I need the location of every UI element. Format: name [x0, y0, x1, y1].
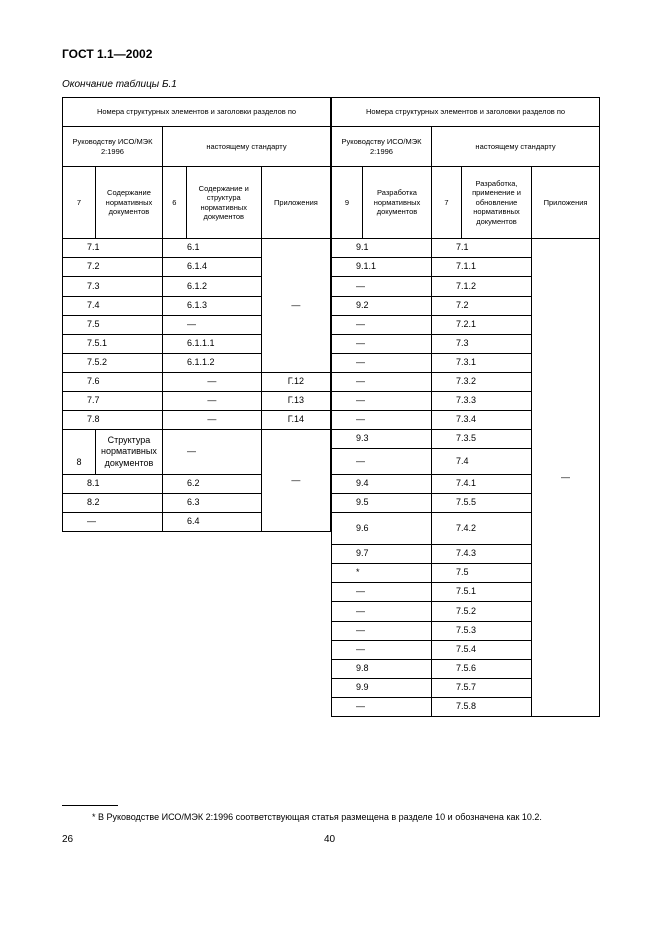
std-cell: 7.5.7: [432, 679, 532, 698]
std-cell: 7.3: [432, 335, 532, 354]
std-cell: —: [162, 316, 261, 335]
iso-cell: —: [332, 602, 432, 622]
iso-cell: 7.6: [63, 373, 163, 392]
page-number-left: 26: [62, 834, 74, 845]
appendix-cell: —: [532, 239, 600, 717]
std-cell: 7.3.2: [432, 373, 532, 392]
std-cell: 7.5.6: [432, 660, 532, 679]
iso-cell: —: [332, 641, 432, 660]
std-cell: —: [162, 392, 261, 411]
iso-cell: 7.2: [63, 258, 163, 277]
std-cell: —: [162, 430, 261, 475]
table-row: [63, 373, 331, 392]
iso-cell: —: [332, 622, 432, 641]
iso-num-cell: 8: [63, 430, 96, 475]
std-cell: 7.4.2: [432, 513, 532, 545]
iso-cell: 7.3: [63, 277, 163, 297]
left-table: [62, 97, 331, 532]
std-cell: 7.5.8: [432, 698, 532, 717]
right-header-iso: Руководству ИСО/МЭК 2:1996: [332, 127, 432, 167]
std-cell: 7.2.1: [432, 316, 532, 335]
std-cell: 7.5.4: [432, 641, 532, 660]
std-cell: 7.1.1: [432, 258, 532, 277]
iso-cell: —: [332, 583, 432, 602]
table-row: [63, 239, 331, 258]
left-header-main: Номера структурных элементов и заголовки разделов по: [63, 98, 331, 127]
right-header-standard: настоящему стандарту: [432, 127, 600, 167]
std-cell: 6.1.4: [162, 258, 261, 277]
table-caption: Окончание таблицы Б.1: [62, 79, 177, 90]
std-cell: 6.1.3: [162, 297, 261, 316]
std-cell: 7.3.5: [432, 430, 532, 449]
std-cell: 7.4.3: [432, 545, 532, 564]
iso-cell: 7.8: [63, 411, 163, 430]
iso-cell: —: [332, 411, 432, 430]
iso-cell: —: [332, 277, 432, 297]
right-table: [331, 97, 600, 717]
iso-cell: 9.8: [332, 660, 432, 679]
iso-cell: —: [332, 449, 432, 475]
std-cell: 7.3.1: [432, 354, 532, 373]
table-row: [63, 411, 331, 430]
iso-cell: 9.1.1: [332, 258, 432, 277]
std-cell: 6.1.2: [162, 277, 261, 297]
left-header-col: 6: [162, 167, 186, 239]
std-cell: 6.2: [162, 475, 261, 494]
page-number-center: 40: [324, 834, 336, 845]
iso-cell: —: [332, 698, 432, 717]
iso-cell: 8.2: [63, 494, 163, 513]
appendix-cell: Г.13: [261, 392, 330, 411]
iso-cell: 9.4: [332, 475, 432, 494]
right-header-col: Разработка, применение и обновление нормативных документов: [462, 167, 532, 239]
std-cell: 7.1.2: [432, 277, 532, 297]
iso-cell: 9.5: [332, 494, 432, 513]
right-header-col: Приложения: [532, 167, 600, 239]
iso-cell: —: [332, 373, 432, 392]
right-header-col: 9: [332, 167, 363, 239]
right-header-col: 7: [432, 167, 462, 239]
left-header-standard: настоящему стандарту: [162, 127, 330, 167]
document-title: ГОСТ 1.1—2002: [62, 47, 153, 61]
right-header-col: Разработка нормативных документов: [363, 167, 432, 239]
std-cell: 7.2: [432, 297, 532, 316]
left-header-iso: Руководству ИСО/МЭК 2:1996: [63, 127, 163, 167]
iso-cell: 7.5: [63, 316, 163, 335]
std-cell: 7.5.5: [432, 494, 532, 513]
std-cell: 6.1.1.1: [162, 335, 261, 354]
std-cell: 7.5.1: [432, 583, 532, 602]
appendix-cell: Г.12: [261, 373, 330, 392]
appendix-cell: Г.14: [261, 411, 330, 430]
std-cell: 7.3.3: [432, 392, 532, 411]
iso-cell: 9.7: [332, 545, 432, 564]
std-cell: 7.4.1: [432, 475, 532, 494]
appendix-cell: —: [261, 239, 330, 373]
left-header-col: 7: [63, 167, 96, 239]
table-row: [63, 430, 331, 475]
iso-cell: 7.4: [63, 297, 163, 316]
iso-cell: 9.9: [332, 679, 432, 698]
table-row: [63, 392, 331, 411]
appendix-cell: —: [261, 430, 330, 532]
iso-cell: 7.1: [63, 239, 163, 258]
iso-cell: *: [332, 564, 432, 583]
iso-cell: —: [332, 335, 432, 354]
iso-cell: —: [332, 354, 432, 373]
std-cell: 7.5.2: [432, 602, 532, 622]
iso-cell: —: [332, 316, 432, 335]
left-header-col: Содержание и структура нормативных документов: [186, 167, 261, 239]
iso-cell: 8.1: [63, 475, 163, 494]
iso-cell: 7.7: [63, 392, 163, 411]
std-cell: 7.1: [432, 239, 532, 258]
std-cell: 7.4: [432, 449, 532, 475]
left-header-col: Приложения: [261, 167, 330, 239]
std-cell: —: [162, 411, 261, 430]
std-cell: 6.1: [162, 239, 261, 258]
iso-text-cell: Структура нормативных документов: [95, 430, 162, 475]
std-cell: 6.3: [162, 494, 261, 513]
table-row: [332, 239, 600, 258]
iso-cell: 7.5.1: [63, 335, 163, 354]
footnote: * В Руководстве ИСО/МЭК 2:1996 соответствующая статья размещена в разделе 10 и обозначена как 10.2.: [92, 812, 542, 822]
iso-cell: 9.3: [332, 430, 432, 449]
right-header-main: Номера структурных элементов и заголовки разделов по: [332, 98, 600, 127]
iso-cell: 9.2: [332, 297, 432, 316]
std-cell: 7.5: [432, 564, 532, 583]
std-cell: 6.4: [162, 513, 261, 532]
std-cell: 7.5.3: [432, 622, 532, 641]
iso-cell: —: [332, 392, 432, 411]
iso-cell: 9.6: [332, 513, 432, 545]
std-cell: 6.1.1.2: [162, 354, 261, 373]
iso-cell: —: [63, 513, 163, 532]
left-header-col: Содержание нормативных документов: [95, 167, 162, 239]
std-cell: —: [162, 373, 261, 392]
iso-cell: 7.5.2: [63, 354, 163, 373]
std-cell: 7.3.4: [432, 411, 532, 430]
iso-cell: 9.1: [332, 239, 432, 258]
footnote-rule: [62, 805, 118, 806]
